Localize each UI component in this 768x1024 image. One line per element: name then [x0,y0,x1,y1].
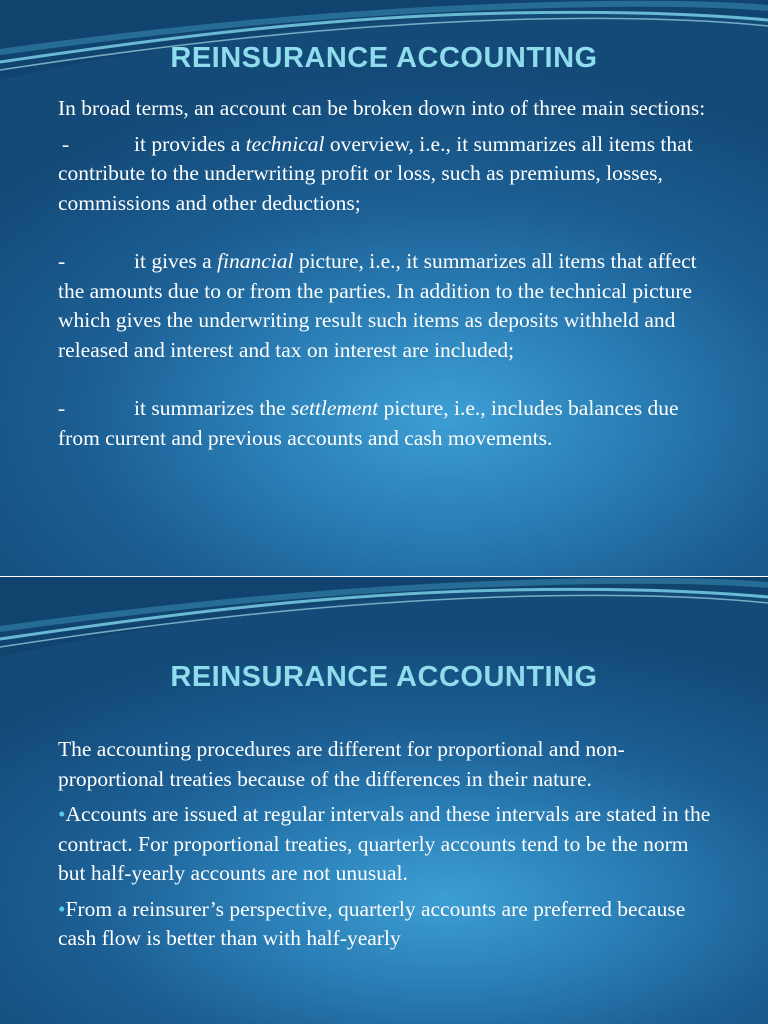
dash-marker: - [62,131,70,156]
item-emphasis: settlement [291,396,379,420]
slide-body [58,735,718,960]
bullet-marker: • [58,802,66,826]
slide-title: REINSURANCE ACCOUNTING [170,661,598,693]
slide-body [58,94,718,482]
slide-2 [0,577,768,1024]
bullet-marker: • [58,896,66,921]
item-text-end: picture, i.e., it summarizes all items that affect the amounts due to or from the parties. In addition to the technical picture which gives the underwriting result such items as deposits withheld and released and interest and tax on interest are included; [58,249,697,362]
slide-title: REINSURANCE ACCOUNTING [170,42,598,74]
list-item [58,247,718,365]
item-text-start: it gives a [134,249,217,273]
intro-text: In broad terms, an account can be broken down into of three main sections: [58,96,706,120]
wave-decoration [0,577,768,667]
item-text-start: it provides a [134,131,246,156]
bullet-item [58,800,718,889]
intro-text: The accounting procedures are different for proportional and non-proportional treaties because of the differences in their nature. [58,737,625,791]
dash-marker: - [58,249,66,273]
bullet-text: Accounts are issued at regular intervals and these intervals are stated in the contract. For proportional treaties, quarterly accounts tend to be the norm but half-yearly accounts are not unusual. [58,802,711,885]
bullet-text: From a reinsurer’s perspective, quarterly accounts are preferred because cash flow is better than with half-yearly [58,896,686,950]
item-text-end: picture, i.e., includes balances due from current and previous accounts and cash movements. [58,396,679,450]
dash-marker: - [58,396,66,420]
item-text-end: overview, i.e., it summarizes all items that contribute to the underwriting profit or loss, such as premiums, losses, commissions and other deductions; [58,131,693,215]
list-item [58,130,718,219]
item-emphasis: financial [217,249,294,273]
list-item [58,394,718,453]
item-text-start: it summarizes the [134,396,292,420]
item-emphasis: technical [245,131,325,156]
bullet-item [58,895,718,954]
